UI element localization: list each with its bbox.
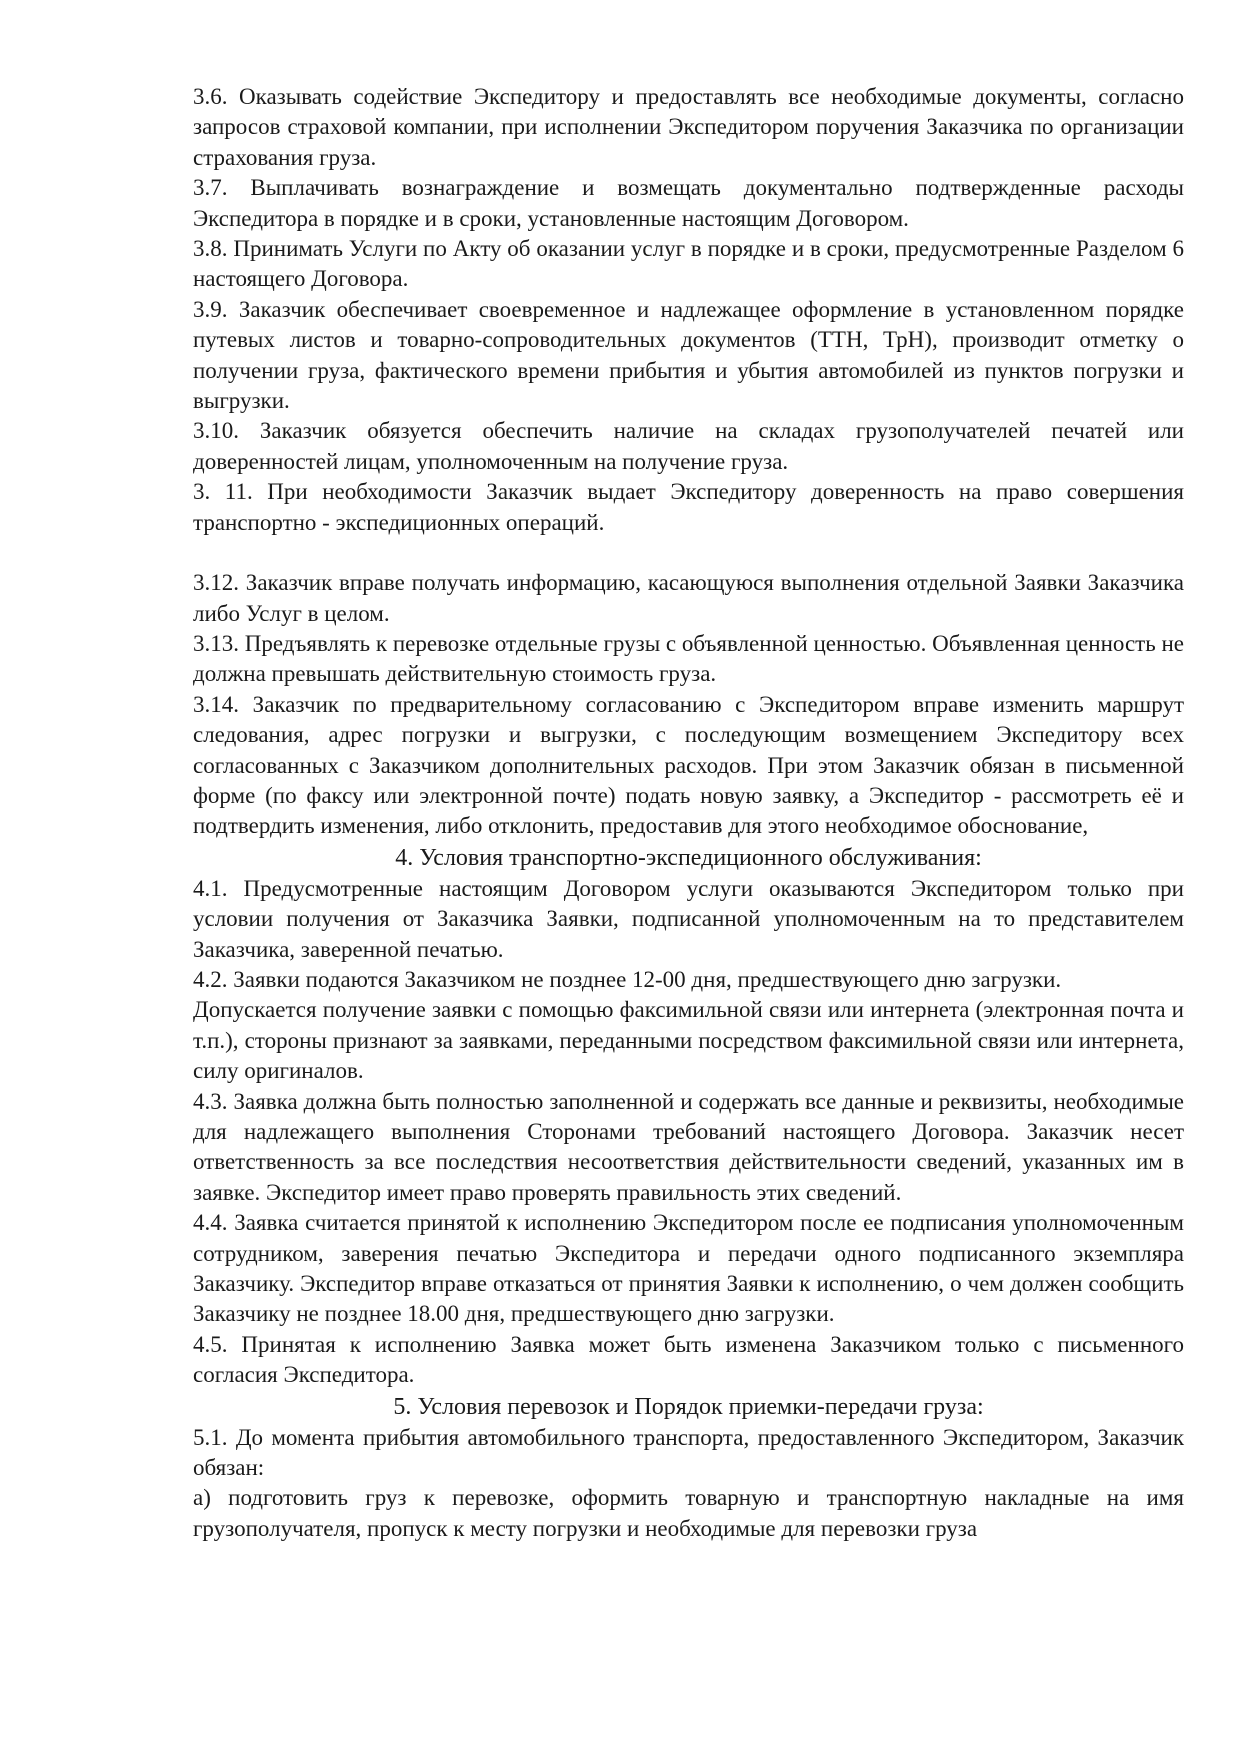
paragraph-3-14: 3.14. Заказчик по предварительному согласованию с Экспедитором вправе изменить маршрут следования, адрес погрузки и выгрузки, с последующим возмещением Экспедитору всех согласованных с Заказчиком дополнительных расходов. При этом Заказчик обязан в письменной форме (по факсу или электронной почте) подать новую заявку, а Экспедитор - рассмотреть её и подтвердить изменения, либо отклонить, предоставив для этого необходимое обоснование, (193, 691, 1184, 839)
paragraph-3-9: 3.9. Заказчик обеспечивает своевременное и надлежащее оформление в установленном порядке путевых листов и товарно-сопроводительных документов (ТТН, ТрН), производит отметку о получении груза, фактического времени прибытия и убытия автомобилей из пунктов погрузки и выгрузки. (193, 296, 1184, 414)
paragraph-3-8: 3.8. Принимать Услуги по Акту об оказании услуг в порядке и в сроки, предусмотренные Разделом 6 настоящего Договора. (193, 236, 1184, 292)
paragraph-3-10: 3.10. Заказчик обязуется обеспечить наличие на складах грузополучателей печатей или доверенностей лицам, уполномоченным на получение груза. (193, 418, 1184, 474)
paragraph-4-2-cont: Допускается получение заявки с помощью факсимильной связи или интернета (электронная почта и т.п.), стороны признают за заявками, переданными посредством факсимильной связи или интернета, силу оригиналов. (193, 997, 1184, 1084)
paragraph-4-2: 4.2. Заявки подаются Заказчиком не позднее 12-00 дня, предшествующего дню загрузки. (193, 966, 1062, 992)
paragraph-3-13: 3.13. Предъявлять к перевозке отдельные грузы с объявленной ценностью. Объявленная ценность не должна превышать действительную стоимость груза. (193, 630, 1184, 687)
paragraph-4-5: 4.5. Принятая к исполнению Заявка может быть изменена Заказчиком только с письменного согласия Экспедитора. (193, 1331, 1184, 1388)
blank-line (193, 538, 1184, 568)
paragraph-5-1-a: а) подготовить груз к перевозке, оформить товарную и транспортную накладные на имя грузополучателя, пропуск к месту погрузки и необходимые для перевозки груза (193, 1485, 1184, 1541)
paragraph-3-6: 3.6. Оказывать содействие Экспедитору и предоставлять все необходимые документы, согласно запросов страховой компании, при исполнении Экспедитором поручения Заказчика по организации страхования груза. (193, 84, 1184, 170)
paragraph-5-1: 5.1. До момента прибытия автомобильного транспорта, предоставленного Экспедитором, Заказчик обязан: (193, 1424, 1184, 1481)
paragraph-3-12: 3.12. Заказчик вправе получать информацию, касающуюся выполнения отдельной Заявки Заказчика либо Услуг в целом. (193, 570, 1184, 626)
section-4-heading: 4. Условия транспортно-экспедиционного обслуживания: (395, 844, 982, 871)
paragraph-3-7: 3.7. Выплачивать вознаграждение и возмещать документально подтвержденные расходы Экспедитора в порядке и в сроки, установленные настоящим Договором. (193, 175, 1184, 231)
section-5-heading: 5. Условия перевозок и Порядок приемки-передачи груза: (393, 1393, 984, 1420)
paragraph-4-3: 4.3. Заявка должна быть полностью заполненной и содержать все данные и реквизиты, необходимые для надлежащего выполнения Сторонами требований настоящего Договора. Заказчик несет ответственность за все последствия несоответствия действительности сведений, указанных им в заявке. Экспедитор имеет право проверять правильность этих сведений. (193, 1088, 1184, 1205)
document-page (193, 82, 1184, 1544)
paragraph-4-1: 4.1. Предусмотренные настоящим Договором услуги оказываются Экспедитором только при условии получения от Заказчика Заявки, подписанной уполномоченным на то представителем Заказчика, заверенной печатью. (193, 875, 1184, 962)
paragraph-3-11: 3. 11. При необходимости Заказчик выдает Экспедитору доверенность на право совершения транспортно - экспедиционных операций. (193, 479, 1184, 535)
paragraph-4-4: 4.4. Заявка считается принятой к исполнению Экспедитором после ее подписания уполномоченным сотрудником, заверения печатью Экспедитора и передачи одного подписанного экземпляра Заказчику. Экспедитор вправе отказаться от принятия Заявки к исполнению, о чем должен сообщить Заказчику не позднее 18.00 дня, предшествующего дню загрузки. (193, 1210, 1184, 1327)
